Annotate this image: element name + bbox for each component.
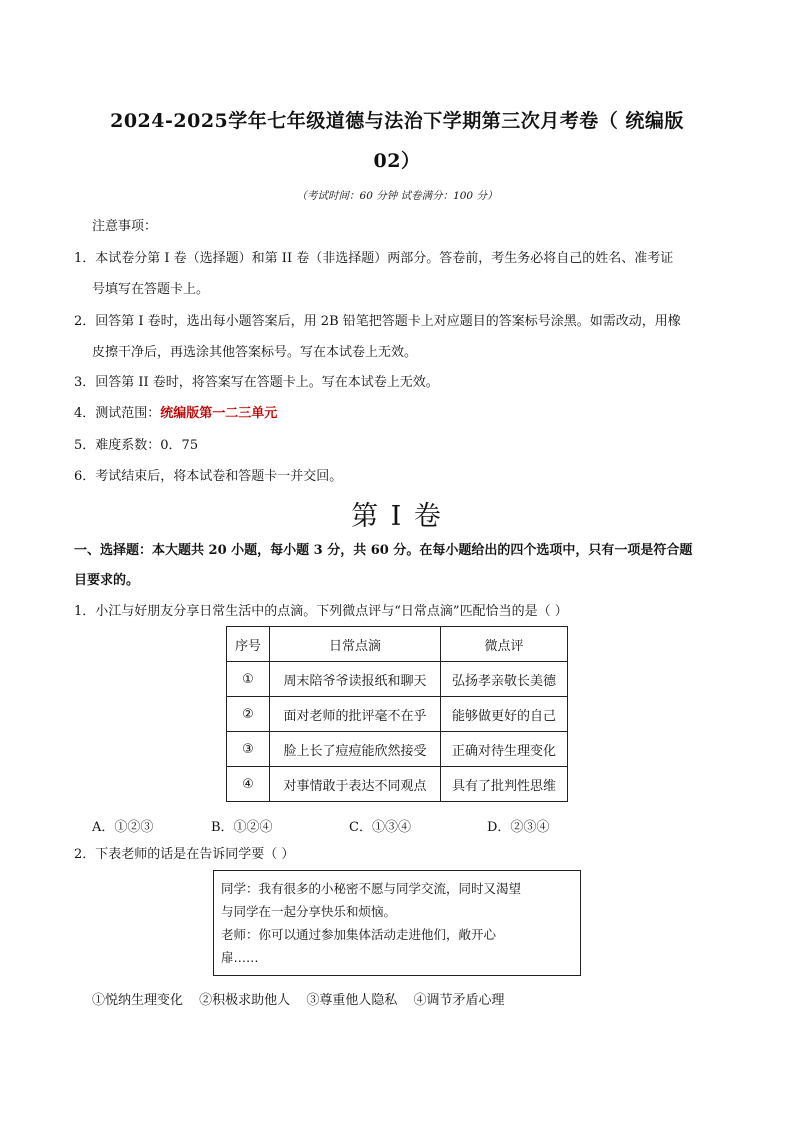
section1-line2: 目要求的。 bbox=[74, 573, 140, 588]
table-header-row bbox=[227, 627, 568, 662]
q2-box-line: 与同学在一起分享快乐和烦恼。 bbox=[221, 904, 397, 919]
table-header-cell: 日常点滴 bbox=[270, 627, 441, 662]
note-2a: 2．回答第 I 卷时，选出每小题答案后，用 2B 铅笔把答题卡上对应题目的答案标号涂黑。如需改动，用橡 bbox=[74, 314, 681, 329]
q2-box-line: 老师：你可以通过参加集体活动走进他们，敞开心 bbox=[221, 927, 497, 942]
q1-option-d: D．②③④ bbox=[487, 820, 550, 835]
note-4-prefix: 4．测试范围： bbox=[74, 406, 161, 421]
table-header-cell: 微点评 bbox=[441, 627, 568, 662]
note-1b: 号填写在答题卡上。 bbox=[92, 282, 210, 297]
table-cell: 周末陪爷爷读报纸和聊天 bbox=[270, 662, 441, 697]
table-cell: ① bbox=[227, 662, 270, 697]
note-5: 5．难度系数：0．75 bbox=[74, 438, 199, 453]
section1-line1: 一、选择题：本大题共 20 小题，每小题 3 分，共 60 分。在每小题给出的四个选项中，只有一项是符合题 bbox=[74, 543, 693, 558]
q2-box-line: 同学：我有很多的小秘密不愿与同学交流，同时又渴望 bbox=[221, 881, 522, 896]
table-cell: 脸上长了痘痘能欣然接受 bbox=[270, 732, 441, 767]
q2-choices bbox=[92, 989, 516, 1008]
table-row bbox=[227, 767, 568, 802]
q2-choice: ④调节矛盾心理 bbox=[413, 993, 505, 1008]
q2-dialogue-box bbox=[213, 870, 581, 976]
table-cell: 弘扬孝亲敬长美德 bbox=[441, 662, 568, 697]
notes-heading: 注意事项： bbox=[92, 219, 158, 234]
q2-choice: ③尊重他人隐私 bbox=[306, 993, 398, 1008]
table-cell: 面对老师的批评毫不在乎 bbox=[270, 697, 441, 732]
q2-stem: 2．下表老师的话是在告诉同学要（ ） bbox=[74, 847, 295, 862]
q1-option-a: A．①②③ bbox=[92, 820, 154, 835]
table-row bbox=[227, 697, 568, 732]
note-1a: 1．本试卷分第 I 卷（选择题）和第 II 卷（非选择题）两部分。答卷前，考生务必将自己的姓名、准考证 bbox=[74, 251, 674, 266]
table-cell: 能够做更好的自己 bbox=[441, 697, 568, 732]
note-4-scope: 统编版第一二三单元 bbox=[160, 406, 278, 421]
table-cell: 对事情敢于表达不同观点 bbox=[270, 767, 441, 802]
section-title: 第 I 卷 bbox=[351, 501, 443, 532]
q1-table bbox=[226, 626, 568, 802]
table-cell: ② bbox=[227, 697, 270, 732]
q1-stem: 1．小江与好朋友分享日常生活中的点滴。下列微点评与“日常点滴”匹配恰当的是（ ） bbox=[74, 604, 568, 619]
exam-title-line2: 02） bbox=[373, 150, 421, 172]
q1-option-c: C．①③④ bbox=[349, 820, 411, 835]
q1-option-b: B．①②④ bbox=[211, 820, 273, 835]
exam-title-line1: 2024-2025学年七年级道德与法治下学期第三次月考卷（ 统编版 bbox=[110, 110, 684, 132]
table-cell: ④ bbox=[227, 767, 270, 802]
table-cell: 具有了批判性思维 bbox=[441, 767, 568, 802]
q2-choice: ②积极求助他人 bbox=[199, 993, 291, 1008]
q2-box-line: 扉…… bbox=[221, 950, 259, 965]
table-row bbox=[227, 662, 568, 697]
exam-subtitle: （考试时间：60 分钟 试卷满分：100 分） bbox=[296, 190, 498, 202]
table-cell: 正确对待生理变化 bbox=[441, 732, 568, 767]
q2-choice: ①悦纳生理变化 bbox=[92, 993, 184, 1008]
table-cell: ③ bbox=[227, 732, 270, 767]
note-4 bbox=[74, 405, 277, 423]
note-2b: 皮擦干净后，再选涂其他答案标号。写在本试卷上无效。 bbox=[92, 345, 418, 360]
note-6: 6．考试结束后，将本试卷和答题卡一并交回。 bbox=[74, 469, 343, 484]
note-3: 3．回答第 II 卷时，将答案写在答题卡上。写在本试卷上无效。 bbox=[74, 375, 439, 390]
table-row bbox=[227, 732, 568, 767]
table-header-cell: 序号 bbox=[227, 627, 270, 662]
